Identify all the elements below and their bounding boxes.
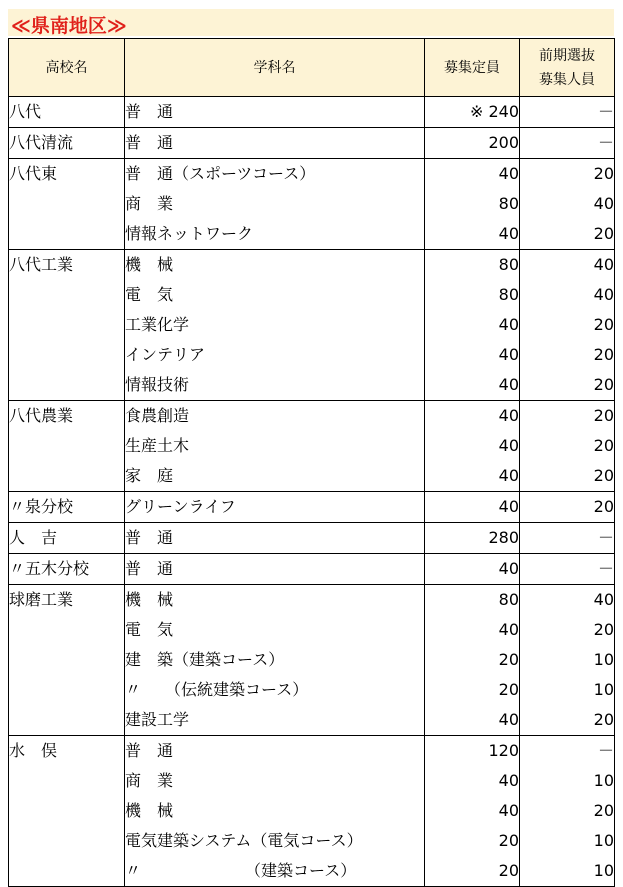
table-row	[9, 736, 615, 767]
table-row	[9, 826, 615, 856]
school-name-cell: 〃泉分校	[9, 492, 125, 523]
early-selection-cell: 20	[520, 705, 615, 736]
school-name-cell	[9, 310, 125, 340]
school-name-cell	[9, 431, 125, 461]
capacity-cell: 40	[425, 796, 520, 826]
early-selection-cell: 20	[520, 310, 615, 340]
department-cell: 〃 （建築コース）	[125, 856, 425, 887]
capacity-cell: 40	[425, 705, 520, 736]
table-row	[9, 856, 615, 887]
capacity-cell: 80	[425, 585, 520, 616]
department-cell: 電気建築システム（電気コース）	[125, 826, 425, 856]
school-name-cell	[9, 461, 125, 492]
capacity-cell: 40	[425, 340, 520, 370]
header-school: 高校名	[9, 39, 125, 97]
early-selection-cell: 20	[520, 431, 615, 461]
early-selection-cell: 20	[520, 340, 615, 370]
early-selection-cell: 10	[520, 856, 615, 887]
capacity-cell: 40	[425, 492, 520, 523]
table-row	[9, 705, 615, 736]
school-name-cell: 八代工業	[9, 250, 125, 281]
department-cell: 家 庭	[125, 461, 425, 492]
capacity-cell: 40	[425, 310, 520, 340]
department-cell: 普 通	[125, 523, 425, 554]
department-cell: 普 通	[125, 128, 425, 159]
department-cell: 商 業	[125, 766, 425, 796]
table-row	[9, 492, 615, 523]
early-selection-cell: 40	[520, 189, 615, 219]
department-cell: 商 業	[125, 189, 425, 219]
school-name-cell	[9, 826, 125, 856]
department-cell: 〃 （伝統建築コース）	[125, 675, 425, 705]
capacity-cell: 40	[425, 766, 520, 796]
school-name-cell: 人 吉	[9, 523, 125, 554]
early-selection-cell: 20	[520, 159, 615, 190]
school-name-cell: 八代清流	[9, 128, 125, 159]
early-selection-cell: 20	[520, 461, 615, 492]
early-selection-cell: 20	[520, 370, 615, 401]
header-department: 学科名	[125, 39, 425, 97]
department-cell: インテリア	[125, 340, 425, 370]
capacity-cell: 80	[425, 189, 520, 219]
table-row	[9, 431, 615, 461]
table-row	[9, 401, 615, 432]
school-name-cell: 〃五木分校	[9, 554, 125, 585]
table-row	[9, 585, 615, 616]
early-selection-cell: 20	[520, 615, 615, 645]
table-row	[9, 675, 615, 705]
capacity-cell: 40	[425, 370, 520, 401]
table-row	[9, 159, 615, 190]
early-selection-cell: －	[520, 523, 615, 554]
table-row	[9, 280, 615, 310]
school-name-cell	[9, 189, 125, 219]
capacity-cell: 120	[425, 736, 520, 767]
early-selection-cell: －	[520, 97, 615, 128]
school-name-cell: 球磨工業	[9, 585, 125, 616]
table-row	[9, 219, 615, 250]
school-name-cell	[9, 219, 125, 250]
school-name-cell	[9, 675, 125, 705]
school-name-cell	[9, 370, 125, 401]
early-selection-cell: 20	[520, 219, 615, 250]
capacity-cell: 40	[425, 401, 520, 432]
capacity-cell: 40	[425, 615, 520, 645]
table-row	[9, 461, 615, 492]
table-row	[9, 189, 615, 219]
department-cell: 工業化学	[125, 310, 425, 340]
capacity-cell: 40	[425, 431, 520, 461]
school-name-cell: 八代東	[9, 159, 125, 190]
department-cell: 普 通	[125, 554, 425, 585]
school-name-cell	[9, 615, 125, 645]
department-cell: 機 械	[125, 585, 425, 616]
header-early-selection	[520, 39, 615, 97]
table-row	[9, 128, 615, 159]
capacity-cell: 80	[425, 280, 520, 310]
early-selection-cell: 20	[520, 796, 615, 826]
table-body	[9, 97, 615, 887]
table-row	[9, 554, 615, 585]
section-title-bar	[8, 9, 614, 36]
table-row	[9, 97, 615, 128]
school-name-cell: 八代	[9, 97, 125, 128]
school-name-cell	[9, 280, 125, 310]
capacity-cell: 40	[425, 159, 520, 190]
table-header-row	[9, 39, 615, 97]
department-cell: 電 気	[125, 615, 425, 645]
department-cell: 情報ネットワーク	[125, 219, 425, 250]
capacity-cell: 20	[425, 675, 520, 705]
early-selection-cell: －	[520, 554, 615, 585]
school-name-cell	[9, 766, 125, 796]
capacity-cell: 20	[425, 645, 520, 675]
table-row	[9, 766, 615, 796]
school-name-cell	[9, 705, 125, 736]
capacity-cell: 80	[425, 250, 520, 281]
department-cell: 普 通	[125, 97, 425, 128]
table-row	[9, 340, 615, 370]
early-selection-cell: 10	[520, 645, 615, 675]
school-name-cell: 水 俣	[9, 736, 125, 767]
section-title: ≪県南地区≫	[11, 15, 127, 37]
capacity-cell: 20	[425, 826, 520, 856]
early-selection-cell: 40	[520, 250, 615, 281]
table-row	[9, 796, 615, 826]
school-name-cell	[9, 796, 125, 826]
department-cell: 機 械	[125, 796, 425, 826]
table-row	[9, 370, 615, 401]
table-row	[9, 615, 615, 645]
header-early-line2: 募集人員	[539, 71, 595, 88]
table-row	[9, 645, 615, 675]
early-selection-cell: 40	[520, 280, 615, 310]
school-name-cell	[9, 645, 125, 675]
early-selection-cell: －	[520, 128, 615, 159]
early-selection-cell: 10	[520, 826, 615, 856]
school-name-cell	[9, 340, 125, 370]
department-cell: 建 築（建築コース）	[125, 645, 425, 675]
early-selection-cell: 10	[520, 675, 615, 705]
header-capacity: 募集定員	[425, 39, 520, 97]
capacity-cell: 20	[425, 856, 520, 887]
school-name-cell	[9, 856, 125, 887]
capacity-cell: 40	[425, 461, 520, 492]
capacity-cell: 40	[425, 554, 520, 585]
table-row	[9, 523, 615, 554]
department-cell: 食農創造	[125, 401, 425, 432]
admission-table	[8, 38, 615, 887]
department-cell: 普 通（スポーツコース）	[125, 159, 425, 190]
department-cell: 情報技術	[125, 370, 425, 401]
capacity-cell: 280	[425, 523, 520, 554]
table-row	[9, 310, 615, 340]
capacity-cell: 200	[425, 128, 520, 159]
early-selection-cell: －	[520, 736, 615, 767]
early-selection-cell: 10	[520, 766, 615, 796]
department-cell: 普 通	[125, 736, 425, 767]
department-cell: 生産土木	[125, 431, 425, 461]
department-cell: 機 械	[125, 250, 425, 281]
table-row	[9, 250, 615, 281]
department-cell: グリーンライフ	[125, 492, 425, 523]
early-selection-cell: 20	[520, 401, 615, 432]
department-cell: 建設工学	[125, 705, 425, 736]
capacity-cell: ※ 240	[425, 97, 520, 128]
header-early-line1: 前期選抜	[539, 47, 595, 64]
early-selection-cell: 40	[520, 585, 615, 616]
school-name-cell: 八代農業	[9, 401, 125, 432]
early-selection-cell: 20	[520, 492, 615, 523]
department-cell: 電 気	[125, 280, 425, 310]
capacity-cell: 40	[425, 219, 520, 250]
